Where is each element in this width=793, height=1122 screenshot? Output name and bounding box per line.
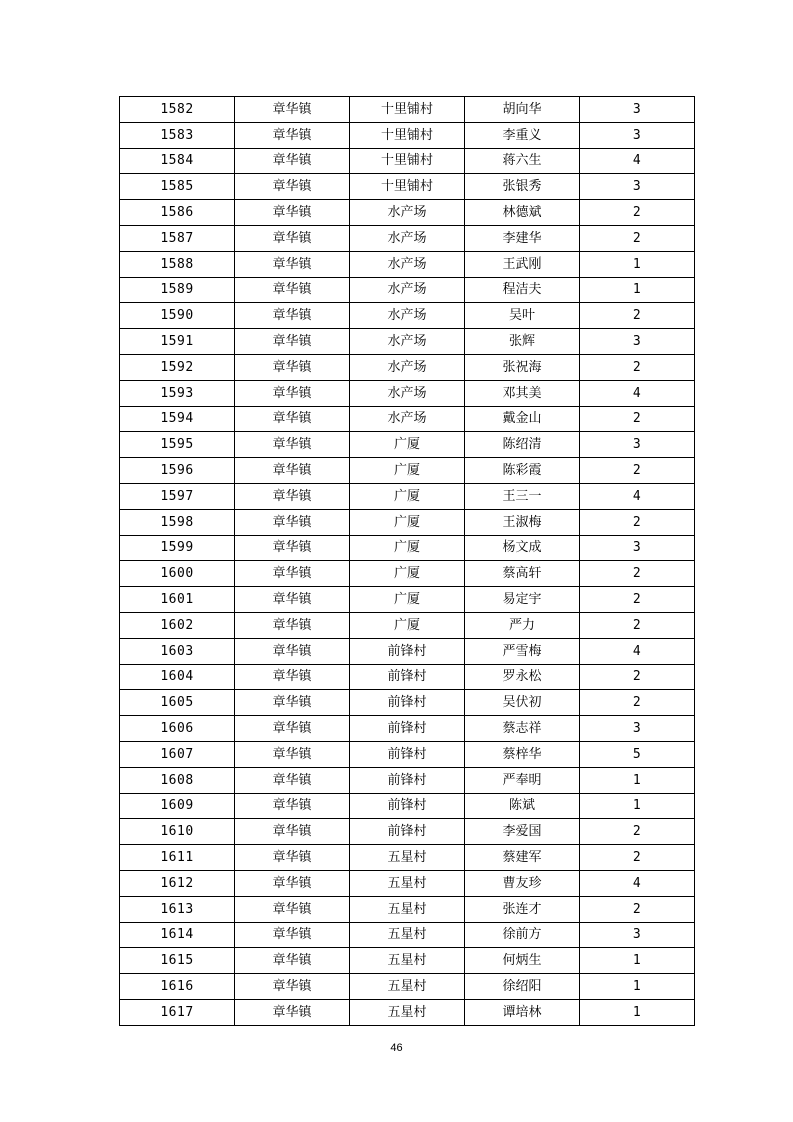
table-row bbox=[120, 690, 695, 716]
household-count-cell: 2 bbox=[580, 354, 695, 380]
household-count-cell: 2 bbox=[580, 561, 695, 587]
name-cell: 张连才 bbox=[465, 896, 580, 922]
village-cell: 五星村 bbox=[350, 896, 465, 922]
village-cell: 水产场 bbox=[350, 277, 465, 303]
table-row bbox=[120, 612, 695, 638]
name-cell: 陈彩霞 bbox=[465, 458, 580, 484]
town-cell: 章华镇 bbox=[235, 896, 350, 922]
household-count-cell: 1 bbox=[580, 948, 695, 974]
household-count-cell: 4 bbox=[580, 638, 695, 664]
village-cell: 前锋村 bbox=[350, 690, 465, 716]
village-cell: 广厦 bbox=[350, 483, 465, 509]
table-row bbox=[120, 406, 695, 432]
name-cell: 易定宇 bbox=[465, 587, 580, 613]
household-count-cell: 2 bbox=[580, 612, 695, 638]
name-cell: 杨文成 bbox=[465, 535, 580, 561]
household-count-cell: 1 bbox=[580, 277, 695, 303]
table-row bbox=[120, 870, 695, 896]
village-cell: 五星村 bbox=[350, 948, 465, 974]
table-row bbox=[120, 509, 695, 535]
serial-number-cell: 1604 bbox=[120, 664, 235, 690]
serial-number-cell: 1602 bbox=[120, 612, 235, 638]
name-cell: 张辉 bbox=[465, 329, 580, 355]
name-cell: 严力 bbox=[465, 612, 580, 638]
table-row bbox=[120, 716, 695, 742]
town-cell: 章华镇 bbox=[235, 638, 350, 664]
serial-number-cell: 1585 bbox=[120, 174, 235, 200]
table-row bbox=[120, 277, 695, 303]
table-row bbox=[120, 535, 695, 561]
household-count-cell: 3 bbox=[580, 329, 695, 355]
table-row bbox=[120, 458, 695, 484]
serial-number-cell: 1584 bbox=[120, 148, 235, 174]
serial-number-cell: 1606 bbox=[120, 716, 235, 742]
table-row bbox=[120, 483, 695, 509]
town-cell: 章华镇 bbox=[235, 716, 350, 742]
name-cell: 严奉明 bbox=[465, 767, 580, 793]
table-row bbox=[120, 122, 695, 148]
town-cell: 章华镇 bbox=[235, 483, 350, 509]
table-row bbox=[120, 225, 695, 251]
serial-number-cell: 1613 bbox=[120, 896, 235, 922]
household-count-cell: 4 bbox=[580, 380, 695, 406]
village-cell: 前锋村 bbox=[350, 716, 465, 742]
name-cell: 蔡建军 bbox=[465, 845, 580, 871]
town-cell: 章华镇 bbox=[235, 200, 350, 226]
roster-table bbox=[119, 96, 695, 1026]
household-count-cell: 2 bbox=[580, 664, 695, 690]
village-cell: 十里铺村 bbox=[350, 174, 465, 200]
village-cell: 前锋村 bbox=[350, 819, 465, 845]
village-cell: 广厦 bbox=[350, 612, 465, 638]
serial-number-cell: 1596 bbox=[120, 458, 235, 484]
village-cell: 五星村 bbox=[350, 999, 465, 1025]
household-count-cell: 5 bbox=[580, 741, 695, 767]
village-cell: 十里铺村 bbox=[350, 97, 465, 123]
serial-number-cell: 1588 bbox=[120, 251, 235, 277]
page-number: 46 bbox=[390, 1042, 403, 1054]
name-cell: 戴金山 bbox=[465, 406, 580, 432]
table-row bbox=[120, 638, 695, 664]
town-cell: 章华镇 bbox=[235, 406, 350, 432]
town-cell: 章华镇 bbox=[235, 793, 350, 819]
household-count-cell: 4 bbox=[580, 148, 695, 174]
household-count-cell: 1 bbox=[580, 974, 695, 1000]
household-count-cell: 3 bbox=[580, 174, 695, 200]
name-cell: 吴伏初 bbox=[465, 690, 580, 716]
table-row bbox=[120, 354, 695, 380]
town-cell: 章华镇 bbox=[235, 380, 350, 406]
household-count-cell: 2 bbox=[580, 303, 695, 329]
serial-number-cell: 1590 bbox=[120, 303, 235, 329]
town-cell: 章华镇 bbox=[235, 587, 350, 613]
serial-number-cell: 1591 bbox=[120, 329, 235, 355]
village-cell: 前锋村 bbox=[350, 793, 465, 819]
village-cell: 水产场 bbox=[350, 225, 465, 251]
village-cell: 水产场 bbox=[350, 251, 465, 277]
household-count-cell: 3 bbox=[580, 922, 695, 948]
serial-number-cell: 1603 bbox=[120, 638, 235, 664]
serial-number-cell: 1615 bbox=[120, 948, 235, 974]
name-cell: 李重义 bbox=[465, 122, 580, 148]
name-cell: 曹友珍 bbox=[465, 870, 580, 896]
table-row bbox=[120, 329, 695, 355]
name-cell: 胡向华 bbox=[465, 97, 580, 123]
town-cell: 章华镇 bbox=[235, 612, 350, 638]
table-row bbox=[120, 200, 695, 226]
household-count-cell: 2 bbox=[580, 845, 695, 871]
village-cell: 前锋村 bbox=[350, 741, 465, 767]
village-cell: 水产场 bbox=[350, 406, 465, 432]
name-cell: 张银秀 bbox=[465, 174, 580, 200]
town-cell: 章华镇 bbox=[235, 303, 350, 329]
household-count-cell: 3 bbox=[580, 535, 695, 561]
table-row bbox=[120, 974, 695, 1000]
serial-number-cell: 1608 bbox=[120, 767, 235, 793]
name-cell: 蒋六生 bbox=[465, 148, 580, 174]
household-count-cell: 2 bbox=[580, 587, 695, 613]
village-cell: 水产场 bbox=[350, 329, 465, 355]
serial-number-cell: 1607 bbox=[120, 741, 235, 767]
serial-number-cell: 1593 bbox=[120, 380, 235, 406]
household-count-cell: 2 bbox=[580, 896, 695, 922]
name-cell: 陈斌 bbox=[465, 793, 580, 819]
household-count-cell: 1 bbox=[580, 999, 695, 1025]
serial-number-cell: 1600 bbox=[120, 561, 235, 587]
table-row bbox=[120, 948, 695, 974]
table-row bbox=[120, 303, 695, 329]
name-cell: 王三一 bbox=[465, 483, 580, 509]
town-cell: 章华镇 bbox=[235, 819, 350, 845]
household-count-cell: 4 bbox=[580, 870, 695, 896]
village-cell: 前锋村 bbox=[350, 767, 465, 793]
household-count-cell: 2 bbox=[580, 458, 695, 484]
name-cell: 程洁夫 bbox=[465, 277, 580, 303]
name-cell: 蔡高轩 bbox=[465, 561, 580, 587]
name-cell: 李建华 bbox=[465, 225, 580, 251]
village-cell: 五星村 bbox=[350, 974, 465, 1000]
table-row bbox=[120, 845, 695, 871]
serial-number-cell: 1612 bbox=[120, 870, 235, 896]
town-cell: 章华镇 bbox=[235, 277, 350, 303]
town-cell: 章华镇 bbox=[235, 251, 350, 277]
table-row bbox=[120, 148, 695, 174]
town-cell: 章华镇 bbox=[235, 174, 350, 200]
household-count-cell: 3 bbox=[580, 122, 695, 148]
town-cell: 章华镇 bbox=[235, 509, 350, 535]
roster-table-body bbox=[120, 97, 695, 1026]
village-cell: 水产场 bbox=[350, 303, 465, 329]
village-cell: 十里铺村 bbox=[350, 122, 465, 148]
household-count-cell: 2 bbox=[580, 406, 695, 432]
household-count-cell: 2 bbox=[580, 819, 695, 845]
serial-number-cell: 1582 bbox=[120, 97, 235, 123]
table-row bbox=[120, 819, 695, 845]
table-row bbox=[120, 767, 695, 793]
town-cell: 章华镇 bbox=[235, 354, 350, 380]
household-count-cell: 1 bbox=[580, 251, 695, 277]
name-cell: 何炳生 bbox=[465, 948, 580, 974]
name-cell: 张祝海 bbox=[465, 354, 580, 380]
town-cell: 章华镇 bbox=[235, 741, 350, 767]
name-cell: 罗永松 bbox=[465, 664, 580, 690]
table-row bbox=[120, 432, 695, 458]
village-cell: 广厦 bbox=[350, 561, 465, 587]
serial-number-cell: 1599 bbox=[120, 535, 235, 561]
town-cell: 章华镇 bbox=[235, 432, 350, 458]
serial-number-cell: 1611 bbox=[120, 845, 235, 871]
name-cell: 严雪梅 bbox=[465, 638, 580, 664]
serial-number-cell: 1598 bbox=[120, 509, 235, 535]
serial-number-cell: 1614 bbox=[120, 922, 235, 948]
town-cell: 章华镇 bbox=[235, 974, 350, 1000]
town-cell: 章华镇 bbox=[235, 870, 350, 896]
household-count-cell: 2 bbox=[580, 200, 695, 226]
name-cell: 徐绍阳 bbox=[465, 974, 580, 1000]
town-cell: 章华镇 bbox=[235, 999, 350, 1025]
serial-number-cell: 1595 bbox=[120, 432, 235, 458]
town-cell: 章华镇 bbox=[235, 922, 350, 948]
table-row bbox=[120, 664, 695, 690]
village-cell: 广厦 bbox=[350, 509, 465, 535]
household-count-cell: 3 bbox=[580, 432, 695, 458]
town-cell: 章华镇 bbox=[235, 561, 350, 587]
serial-number-cell: 1592 bbox=[120, 354, 235, 380]
table-row bbox=[120, 97, 695, 123]
name-cell: 陈绍清 bbox=[465, 432, 580, 458]
village-cell: 水产场 bbox=[350, 200, 465, 226]
serial-number-cell: 1583 bbox=[120, 122, 235, 148]
village-cell: 五星村 bbox=[350, 870, 465, 896]
town-cell: 章华镇 bbox=[235, 767, 350, 793]
town-cell: 章华镇 bbox=[235, 690, 350, 716]
household-count-cell: 2 bbox=[580, 509, 695, 535]
name-cell: 李爱国 bbox=[465, 819, 580, 845]
serial-number-cell: 1616 bbox=[120, 974, 235, 1000]
table-row bbox=[120, 561, 695, 587]
name-cell: 吴叶 bbox=[465, 303, 580, 329]
village-cell: 十里铺村 bbox=[350, 148, 465, 174]
household-count-cell: 1 bbox=[580, 767, 695, 793]
table-row bbox=[120, 793, 695, 819]
name-cell: 邓其美 bbox=[465, 380, 580, 406]
town-cell: 章华镇 bbox=[235, 329, 350, 355]
name-cell: 谭培林 bbox=[465, 999, 580, 1025]
town-cell: 章华镇 bbox=[235, 458, 350, 484]
town-cell: 章华镇 bbox=[235, 948, 350, 974]
town-cell: 章华镇 bbox=[235, 97, 350, 123]
village-cell: 广厦 bbox=[350, 535, 465, 561]
household-count-cell: 1 bbox=[580, 793, 695, 819]
village-cell: 水产场 bbox=[350, 354, 465, 380]
table-row bbox=[120, 587, 695, 613]
village-cell: 五星村 bbox=[350, 922, 465, 948]
table-row bbox=[120, 896, 695, 922]
village-cell: 广厦 bbox=[350, 432, 465, 458]
village-cell: 前锋村 bbox=[350, 638, 465, 664]
serial-number-cell: 1589 bbox=[120, 277, 235, 303]
village-cell: 前锋村 bbox=[350, 664, 465, 690]
name-cell: 徐前方 bbox=[465, 922, 580, 948]
household-count-cell: 3 bbox=[580, 716, 695, 742]
table-row bbox=[120, 741, 695, 767]
village-cell: 广厦 bbox=[350, 587, 465, 613]
serial-number-cell: 1617 bbox=[120, 999, 235, 1025]
name-cell: 王武刚 bbox=[465, 251, 580, 277]
name-cell: 王淑梅 bbox=[465, 509, 580, 535]
name-cell: 蔡梓华 bbox=[465, 741, 580, 767]
serial-number-cell: 1594 bbox=[120, 406, 235, 432]
town-cell: 章华镇 bbox=[235, 148, 350, 174]
town-cell: 章华镇 bbox=[235, 845, 350, 871]
table-row bbox=[120, 174, 695, 200]
serial-number-cell: 1597 bbox=[120, 483, 235, 509]
table-row bbox=[120, 922, 695, 948]
village-cell: 五星村 bbox=[350, 845, 465, 871]
household-count-cell: 3 bbox=[580, 97, 695, 123]
household-count-cell: 4 bbox=[580, 483, 695, 509]
serial-number-cell: 1601 bbox=[120, 587, 235, 613]
table-row bbox=[120, 380, 695, 406]
table-row bbox=[120, 251, 695, 277]
name-cell: 蔡志祥 bbox=[465, 716, 580, 742]
town-cell: 章华镇 bbox=[235, 664, 350, 690]
name-cell: 林德斌 bbox=[465, 200, 580, 226]
village-cell: 广厦 bbox=[350, 458, 465, 484]
town-cell: 章华镇 bbox=[235, 535, 350, 561]
household-count-cell: 2 bbox=[580, 225, 695, 251]
table-row bbox=[120, 999, 695, 1025]
village-cell: 水产场 bbox=[350, 380, 465, 406]
town-cell: 章华镇 bbox=[235, 225, 350, 251]
serial-number-cell: 1586 bbox=[120, 200, 235, 226]
serial-number-cell: 1587 bbox=[120, 225, 235, 251]
serial-number-cell: 1605 bbox=[120, 690, 235, 716]
serial-number-cell: 1610 bbox=[120, 819, 235, 845]
serial-number-cell: 1609 bbox=[120, 793, 235, 819]
household-count-cell: 2 bbox=[580, 690, 695, 716]
town-cell: 章华镇 bbox=[235, 122, 350, 148]
